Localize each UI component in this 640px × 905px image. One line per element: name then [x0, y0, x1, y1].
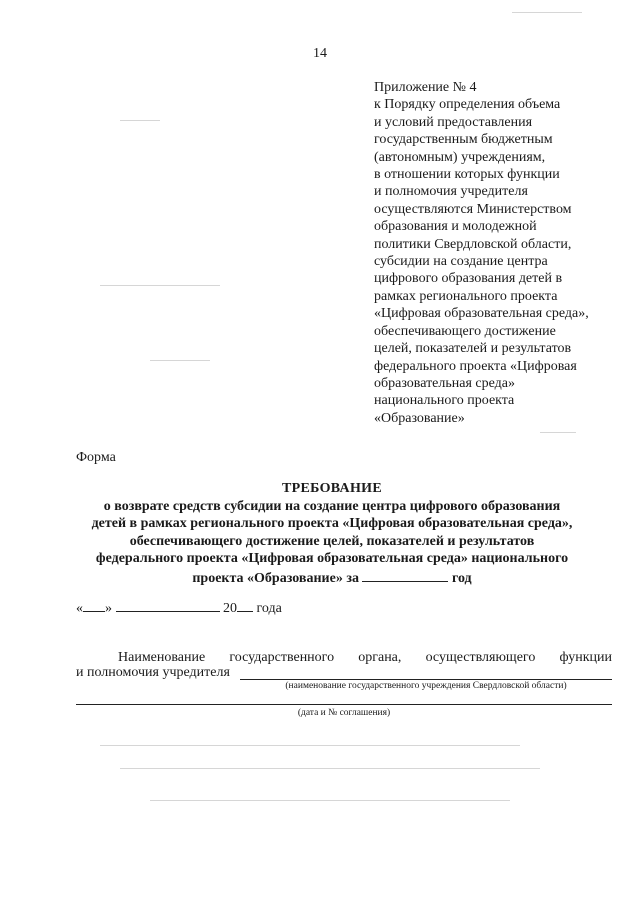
- appendix-line: образовательная среда»: [374, 375, 515, 391]
- organization-name-hint: (наименование государственного учреждения Свердловской области): [285, 681, 567, 691]
- appendix-line: осуществляются Министерством: [374, 201, 572, 217]
- appendix-line: «Образование»: [374, 410, 465, 426]
- year-digits-blank[interactable]: [237, 598, 253, 612]
- day-blank[interactable]: [83, 598, 105, 612]
- organization-word: органа,: [358, 650, 402, 665]
- appendix-line: политики Свердловской области,: [374, 236, 572, 252]
- appendix-line: Приложение № 4: [374, 80, 477, 95]
- close-quote: »: [105, 601, 112, 616]
- date-line: [76, 598, 282, 617]
- appendix-line: субсидии на создание центра: [374, 254, 548, 270]
- document-title-block: [62, 480, 602, 588]
- appendix-block: [374, 79, 636, 427]
- organization-word: государственного: [229, 650, 335, 665]
- scan-speck: [120, 120, 160, 121]
- agreement-date-field[interactable]: [76, 704, 612, 705]
- organization-label-line: [118, 650, 612, 666]
- scan-speck: [540, 432, 576, 433]
- title-line: детей в рамках регионального проекта «Цифровая образовательная среда»,: [91, 516, 573, 532]
- title-line: о возврате средств субсидии на создание центра цифрового образования: [103, 498, 561, 514]
- appendix-line: и полномочия учредителя: [374, 184, 528, 200]
- organization-name-field[interactable]: [240, 679, 612, 680]
- year-prefix: 20: [223, 601, 237, 616]
- year-blank[interactable]: [362, 568, 448, 582]
- organization-word: осуществляющего: [425, 650, 536, 665]
- scan-speck: [120, 768, 540, 769]
- scan-speck: [150, 360, 210, 361]
- appendix-line: целей, показателей и результатов: [374, 341, 572, 357]
- agreement-date-hint: (дата и № соглашения): [297, 708, 391, 718]
- appendix-line: государственным бюджетным: [374, 132, 553, 148]
- organization-label-line-2: и полномочия учредителя: [76, 665, 230, 680]
- year-suffix: года: [256, 601, 282, 616]
- scan-speck: [100, 745, 520, 746]
- appendix-line: (автономным) учреждениям,: [374, 149, 546, 165]
- document-title: ТРЕБОВАНИЕ: [282, 481, 382, 496]
- title-line: обеспечивающего достижение целей, показателей и результатов: [129, 533, 535, 549]
- appendix-line: федерального проекта «Цифровая: [374, 358, 577, 374]
- appendix-line: и условий предоставления: [374, 114, 533, 130]
- title-last-line: [62, 568, 602, 588]
- open-quote: «: [76, 601, 83, 616]
- title-line: федерального проекта «Цифровая образовательная среда» национального: [95, 551, 569, 567]
- page-number: 14: [313, 46, 327, 61]
- appendix-line: национального проекта: [374, 393, 515, 409]
- appendix-line: в отношении которых функции: [374, 167, 560, 183]
- appendix-line: рамках регионального проекта: [374, 288, 558, 304]
- appendix-line: «Цифровая образовательная среда»,: [374, 306, 589, 322]
- scan-speck: [100, 285, 220, 286]
- organization-word: функции: [559, 650, 612, 665]
- scan-speck: [150, 800, 510, 801]
- scan-speck: [512, 12, 582, 13]
- form-label: Форма: [76, 450, 116, 465]
- appendix-line: обеспечивающего достижение: [374, 323, 556, 339]
- title-last-line-suffix: год: [451, 570, 472, 586]
- month-blank[interactable]: [116, 598, 220, 612]
- appendix-line: к Порядку определения объема: [374, 97, 561, 113]
- appendix-line: образования и молодежной: [374, 219, 537, 235]
- appendix-line: цифрового образования детей в: [374, 271, 563, 287]
- title-last-line-prefix: проекта «Образование» за: [192, 570, 359, 586]
- organization-word: Наименование: [118, 650, 206, 665]
